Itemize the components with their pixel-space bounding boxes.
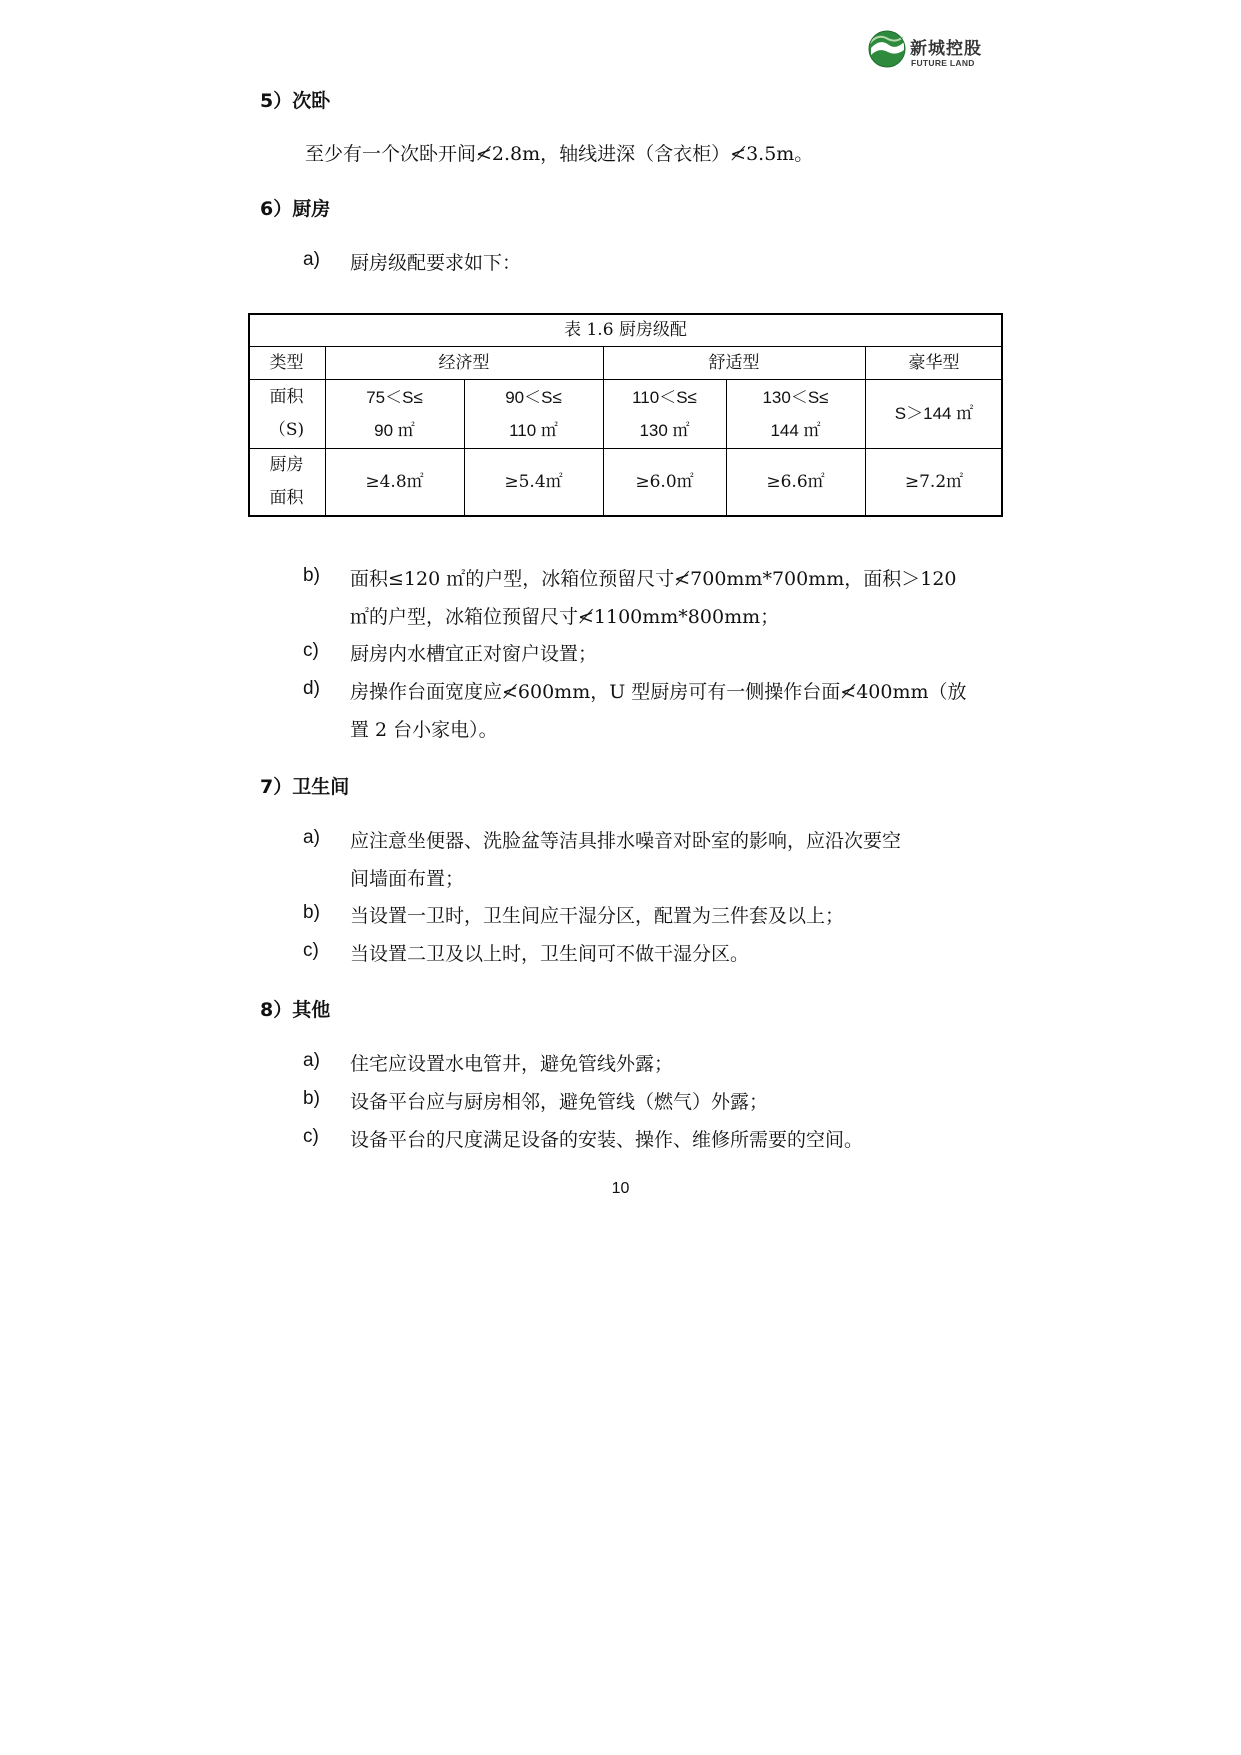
table-cell-area: 130＜S≤ 144 ㎡	[762, 387, 829, 440]
logo-mark-icon	[868, 28, 906, 70]
list-item-text: 当设置二卫及以上时，卫生间可不做干湿分区。	[350, 943, 750, 965]
list-item-text: 面积≤120 ㎡的户型，冰箱位预留尺寸≮700mm*700mm，面积＞120	[350, 568, 957, 590]
page-number: 10	[611, 1180, 630, 1197]
list-item-text: 设备平台的尺度满足设备的安装、操作、维修所需要的空间。	[350, 1129, 864, 1151]
list-label: d)	[303, 678, 320, 699]
table-cell-kitchen-area: ≥6.0㎡	[635, 471, 694, 492]
heading-secondary-bedroom: 5）次卧	[260, 90, 331, 112]
table-cell-area: 110＜S≤ 130 ㎡	[632, 387, 697, 440]
list-item-text: 当设置一卫时，卫生间应干湿分区，配置为三件套及以上；	[350, 905, 845, 927]
list-item-text: 房操作台面宽度应≮600mm，U 型厨房可有一侧操作台面≮400mm（放	[350, 681, 967, 703]
list-label: c)	[303, 1126, 319, 1147]
list-label: b)	[303, 565, 320, 586]
list-label: a)	[303, 1050, 320, 1071]
table-cell-area: S＞144 ㎡	[894, 404, 974, 423]
list-item-text: 应注意坐便器、洗脸盆等洁具排水噪音对卧室的影响，应沿次要空	[350, 830, 902, 852]
list-item-text: ㎡的户型，冰箱位预留尺寸≮1100mm*800mm；	[350, 606, 780, 628]
list-label: b)	[303, 902, 320, 923]
heading-other: 8）其他	[260, 999, 331, 1021]
table-header-type: 类型	[269, 352, 304, 373]
table-cell-area: 90＜S≤ 110 ㎡	[505, 387, 562, 440]
list-label: c)	[303, 640, 319, 661]
table-header-luxury: 豪华型	[908, 352, 960, 373]
list-label: a)	[303, 249, 320, 270]
list-item-text: 间墙面布置；	[350, 868, 465, 890]
list-item-text: 住宅应设置水电管井，避免管线外露；	[350, 1053, 674, 1075]
table-cell-kitchen-area: ≥7.2㎡	[904, 471, 964, 492]
table-header-economy: 经济型	[438, 352, 490, 373]
table-cell-kitchen-area: ≥4.8㎡	[365, 471, 424, 492]
table-header-comfort: 舒适型	[708, 352, 760, 373]
table-cell-kitchen-area: ≥6.6㎡	[766, 471, 825, 492]
table-row-label-area: 面积 （S)	[268, 386, 305, 440]
list-label: b)	[303, 1088, 320, 1109]
paragraph-secondary-bedroom: 至少有一个次卧开间≮2.8m，轴线进深（含衣柜）≮3.5m。	[305, 143, 814, 165]
list-item-text: 厨房内水槽宜正对窗户设置；	[350, 643, 598, 665]
heading-bathroom: 7）卫生间	[260, 776, 350, 798]
table-cell-kitchen-area: ≥5.4㎡	[504, 471, 563, 492]
logo-chinese-text: 新城控股	[910, 39, 982, 59]
list-label: a)	[303, 827, 320, 848]
company-logo	[868, 26, 998, 76]
list-item-text: 置 2 台小家电）。	[350, 719, 498, 741]
list-item-text: 设备平台应与厨房相邻，避免管线（燃气）外露；	[350, 1091, 769, 1113]
logo-english-text: FUTURE LAND	[911, 58, 975, 68]
table-caption: 表 1.6 厨房级配	[564, 319, 687, 340]
list-item-text: 厨房级配要求如下：	[350, 252, 522, 274]
table-cell-area: 75＜S≤ 90 ㎡	[366, 387, 423, 440]
list-label: c)	[303, 940, 319, 961]
heading-kitchen: 6）厨房	[260, 198, 331, 220]
table-row-label-kitchen: 厨房 面积	[269, 455, 304, 508]
kitchen-grade-table	[248, 313, 1003, 517]
